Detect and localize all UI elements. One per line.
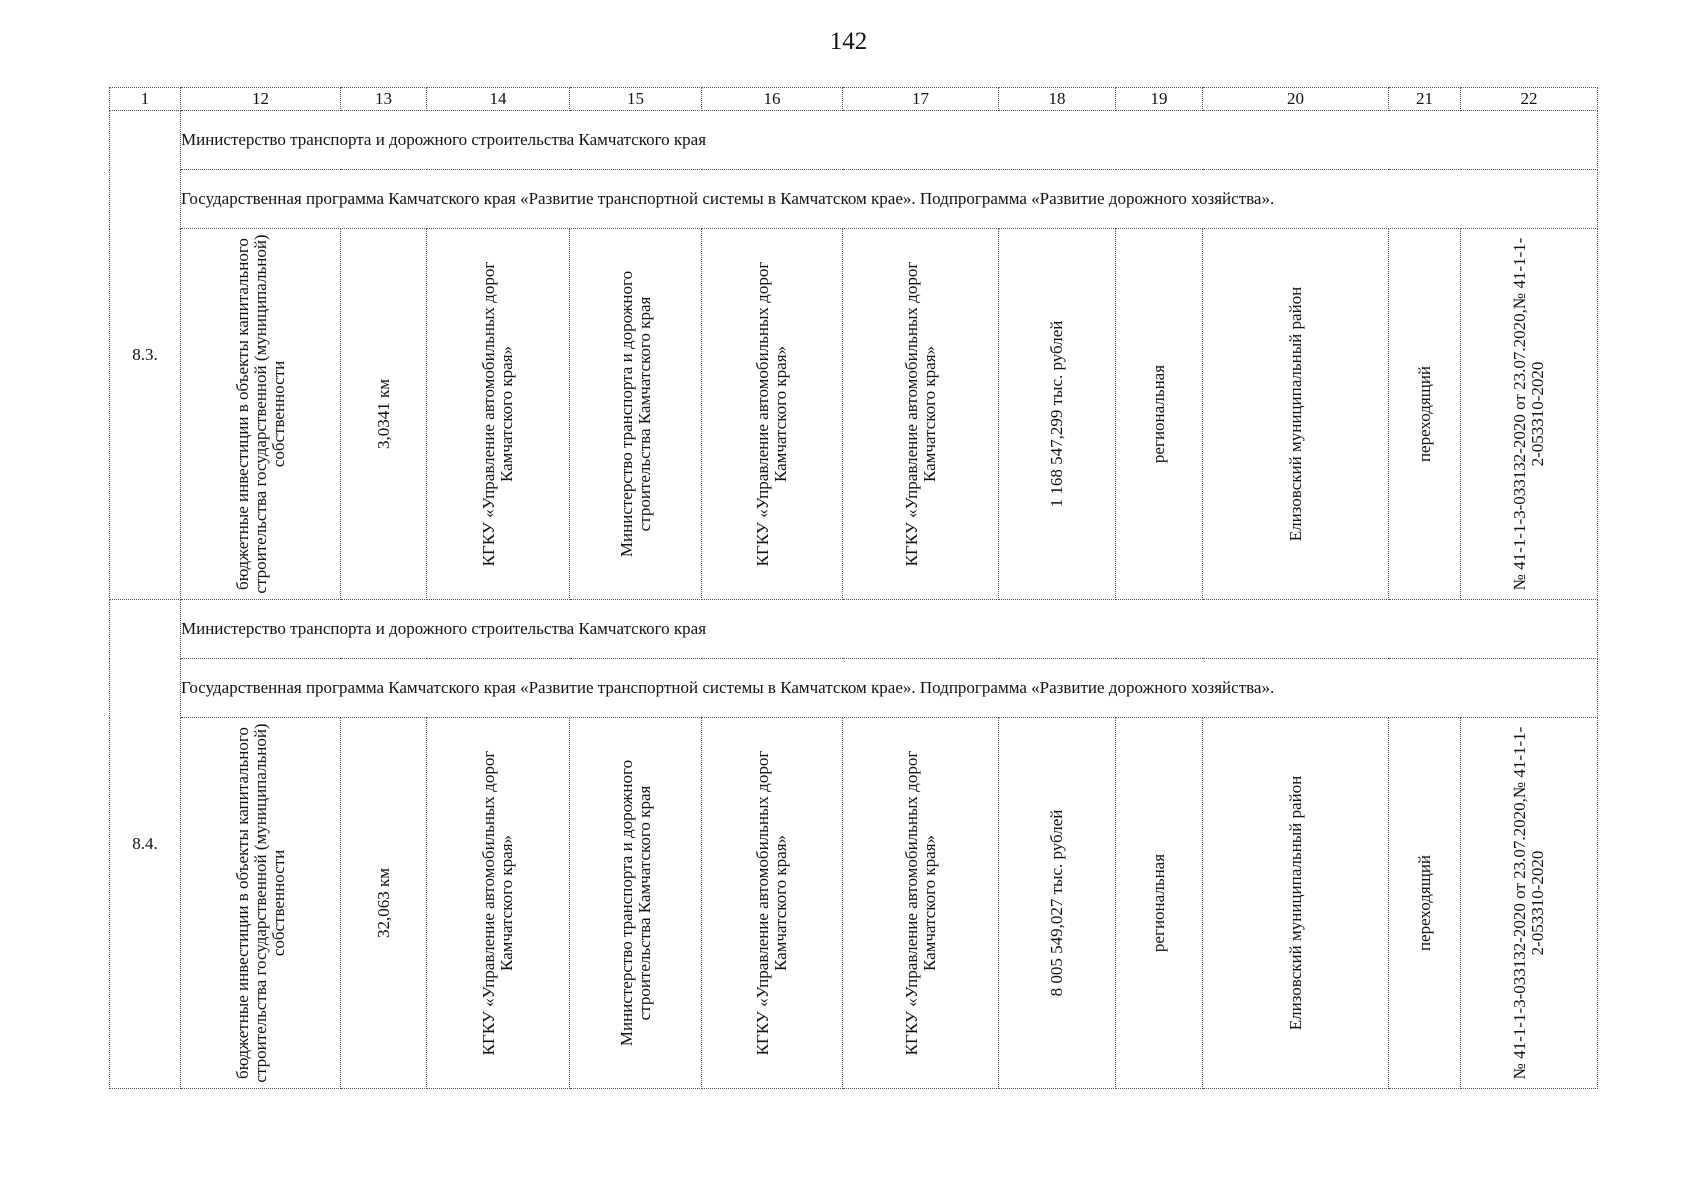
column-header: 20: [1203, 88, 1389, 111]
ministry-title: Министерство транспорта и дорожного строительства Камчатского края: [181, 600, 1598, 659]
program-title: Государственная программа Камчатского края «Развитие транспортной системы в Камчатском крае». Подпрограмма «Развитие дорожного хозяйства».: [181, 659, 1598, 718]
investment-type: бюджетные инвестиции в объекты капитального строительства государственной (муниципальной) собственности: [232, 234, 288, 594]
ownership-level: региональная: [1149, 853, 1169, 953]
capacity: 32,063 км: [373, 867, 393, 939]
investment-type: бюджетные инвестиции в объекты капитального строительства государственной (муниципальной) собственности: [232, 723, 288, 1083]
ministry-row: [110, 111, 1598, 170]
column-header: 22: [1461, 88, 1598, 111]
program-row: [110, 659, 1598, 718]
column-header: 14: [427, 88, 570, 111]
expertise-conclusion: № 41-1-1-3-033132-2020 от 23.07.2020,№ 41-1-1-2-053310-2020: [1510, 726, 1547, 1080]
column-header: 13: [341, 88, 427, 111]
location: Елизовский муниципальный район: [1285, 286, 1305, 542]
estimated-cost: 8 005 549,027 тыс. рублей: [1047, 809, 1067, 997]
row-number: 8.4.: [110, 600, 181, 1089]
ownership-level: региональная: [1149, 364, 1169, 464]
developer: КГКУ «Управление автомобильных дорог Камчатского края»: [479, 261, 516, 567]
responsible-authority: Министерство транспорта и дорожного строительства Камчатского края: [616, 759, 654, 1047]
customer: КГКУ «Управление автомобильных дорог Камчатского края»: [753, 750, 790, 1056]
program-title: Государственная программа Камчатского края «Развитие транспортной системы в Камчатском крае». Подпрограмма «Развитие дорожного хозяйства».: [181, 170, 1598, 229]
data-row: [110, 229, 1598, 600]
column-header: 17: [843, 88, 999, 111]
projects-table: [109, 87, 1598, 1089]
column-header: 16: [702, 88, 843, 111]
column-header: 12: [181, 88, 341, 111]
object-status: переходящий: [1414, 854, 1434, 952]
ministry-title: Министерство транспорта и дорожного строительства Камчатского края: [181, 111, 1598, 170]
object-status: переходящий: [1414, 365, 1434, 463]
capacity: 3,0341 км: [373, 378, 393, 450]
customer: КГКУ «Управление автомобильных дорог Камчатского края»: [753, 261, 790, 567]
builder: КГКУ «Управление автомобильных дорог Камчатского края»: [901, 750, 939, 1056]
column-header: 19: [1116, 88, 1203, 111]
estimated-cost: 1 168 547,299 тыс. рублей: [1047, 320, 1067, 508]
column-header: 1: [110, 88, 181, 111]
expertise-conclusion: № 41-1-1-3-033132-2020 от 23.07.2020,№ 41-1-1-2-053310-2020: [1510, 237, 1547, 591]
column-header: 15: [570, 88, 702, 111]
responsible-authority: Министерство транспорта и дорожного строительства Камчатского края: [616, 270, 654, 558]
row-number: 8.3.: [110, 111, 181, 600]
location: Елизовский муниципальный район: [1285, 775, 1305, 1031]
developer: КГКУ «Управление автомобильных дорог Камчатского края»: [479, 750, 516, 1056]
column-header: 21: [1389, 88, 1461, 111]
program-row: [110, 170, 1598, 229]
page-number: 142: [829, 28, 868, 55]
data-row: [110, 718, 1598, 1089]
column-numbers-row: [110, 88, 1598, 111]
builder: КГКУ «Управление автомобильных дорог Камчатского края»: [901, 261, 939, 567]
ministry-row: [110, 600, 1598, 659]
column-header: 18: [999, 88, 1116, 111]
